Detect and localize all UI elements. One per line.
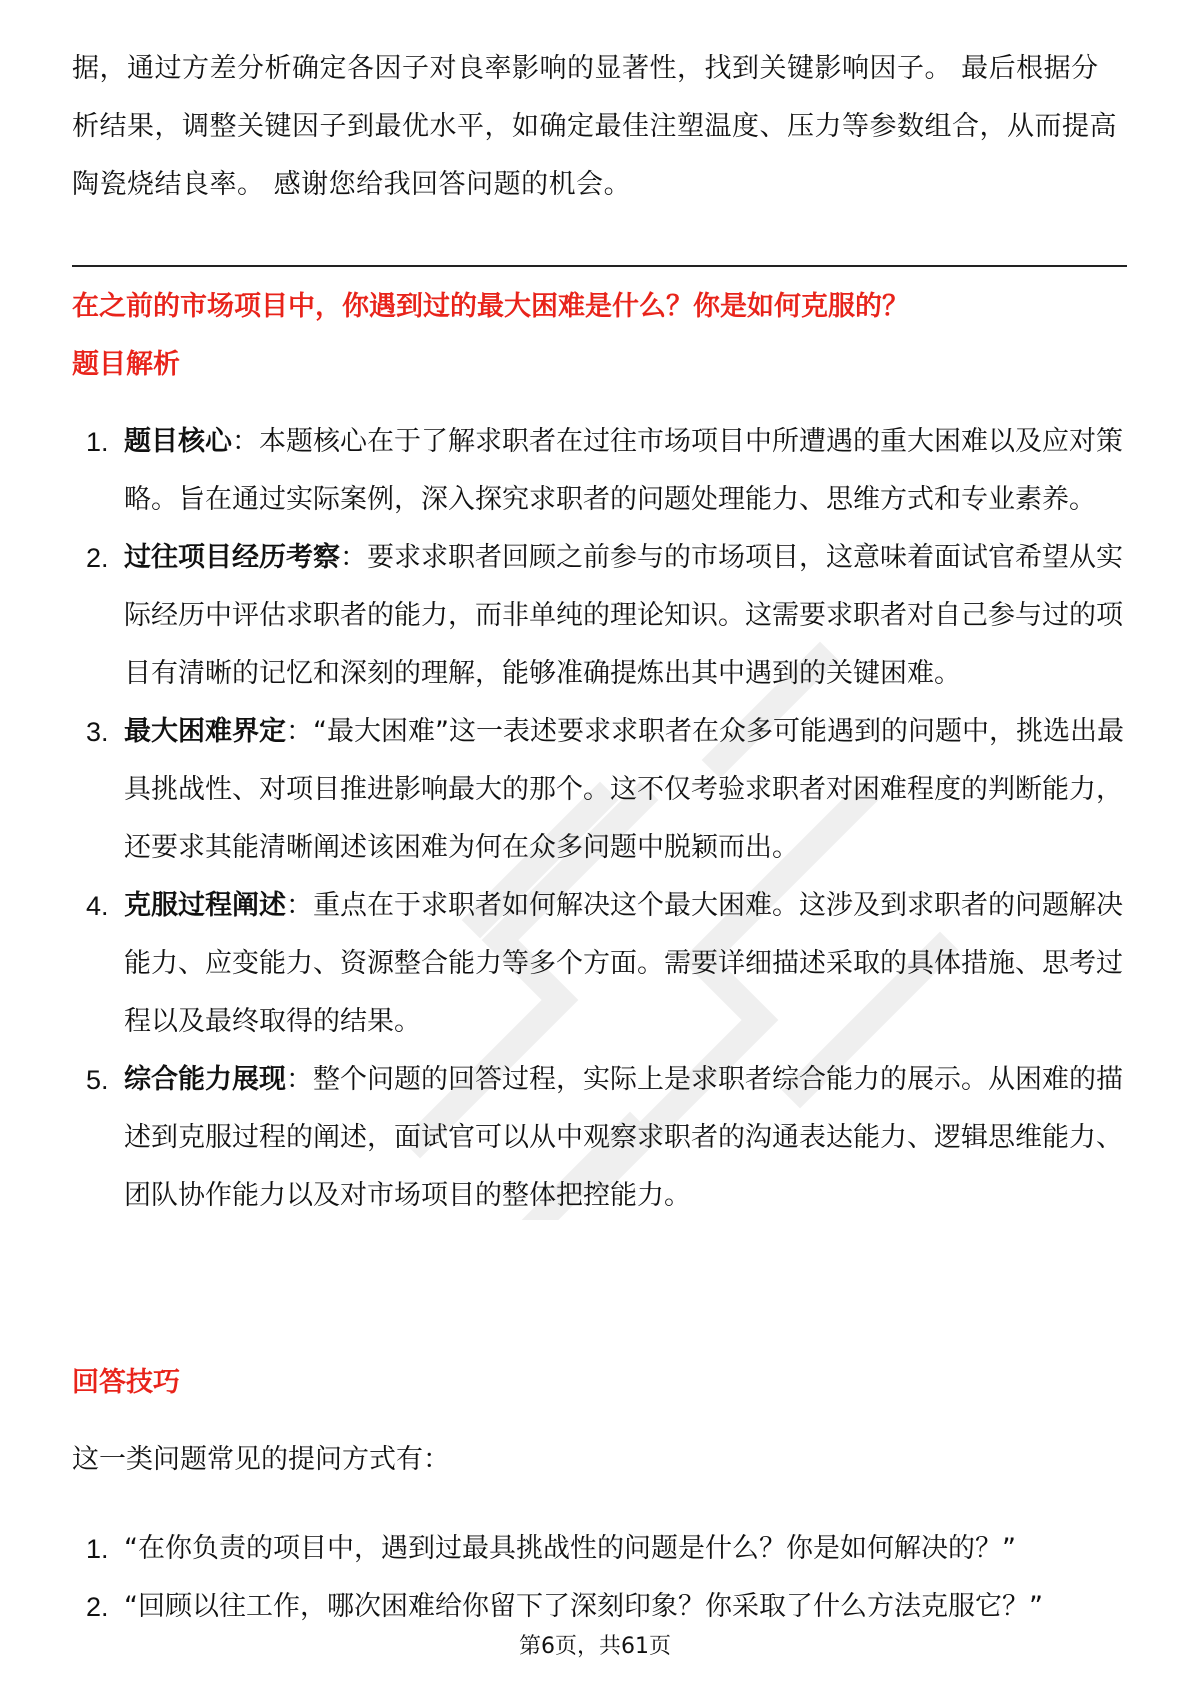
- analysis-list: [72, 413, 1132, 1225]
- list-text: ：重点在于求职者如何解决这个最大困难。这涉及到求职者的问题解决能力、应变能力、资源整合能力等多个方面。需要详细描述采取的具体措施、思考过程以及最终取得的结果。: [124, 890, 1123, 1037]
- list-term: 题目核心: [124, 426, 232, 457]
- question-title: 在之前的市场项目中，你遇到过的最大困难是什么？你是如何克服的？: [72, 291, 909, 322]
- list-number: 1.: [86, 1534, 109, 1564]
- list-text: ：要求求职者回顾之前参与的市场项目，这意味着面试官希望从实际经历中评估求职者的能力，而非单纯的理论知识。这需要求职者对自己参与过的项目有清晰的记忆和深刻的理解，能够准确提炼出其中遇到的关键困难。: [124, 542, 1123, 689]
- list-number: 3.: [86, 717, 109, 747]
- list-text: ：“最大困难”这一表述要求求职者在众多可能遇到的问题中，挑选出最具挑战性、对项目推进影响最大的那个。这不仅考验求职者对困难程度的判断能力，还要求其能清晰阐述该困难为何在众多问题中脱颖而出。: [124, 716, 1124, 863]
- list-item: [72, 1051, 1132, 1225]
- list-term: 综合能力展现: [124, 1064, 286, 1095]
- list-number: 1.: [86, 427, 109, 457]
- list-number: 2.: [86, 1592, 109, 1622]
- examples-list: [72, 1520, 1132, 1636]
- list-item: [72, 413, 1132, 529]
- list-term: 克服过程阐述: [124, 890, 286, 921]
- list-item: [72, 529, 1132, 703]
- tips-heading: 回答技巧: [72, 1367, 180, 1398]
- tips-intro: 这一类问题常见的提问方式有：: [72, 1444, 450, 1475]
- analysis-heading: 题目解析: [72, 349, 180, 380]
- continuation-paragraph: 据，通过方差分析确定各因子对良率影响的显著性，找到关键影响因子。 最后根据分析结果，调整关键因子到最优水平，如确定最佳注塑温度、压力等参数组合，从而提高陶瓷烧结良率。 感谢您给我回答问题的机会。: [72, 53, 1117, 200]
- list-number: 4.: [86, 891, 109, 921]
- list-item: [72, 1520, 1132, 1578]
- list-item: [72, 1578, 1132, 1636]
- list-item: [72, 703, 1132, 877]
- section-divider: [72, 265, 1127, 267]
- list-item: [72, 877, 1132, 1051]
- example-question: “回顾以往工作，哪次困难给你留下了深刻印象？你采取了什么方法克服它？”: [124, 1591, 1043, 1622]
- list-number: 2.: [86, 543, 109, 573]
- list-term: 过往项目经历考察: [124, 542, 340, 573]
- list-text: ：整个问题的回答过程，实际上是求职者综合能力的展示。从困难的描述到克服过程的阐述，面试官可以从中观察求职者的沟通表达能力、逻辑思维能力、团队协作能力以及对市场项目的整体把控能力。: [124, 1064, 1123, 1211]
- example-question: “在你负责的项目中，遇到过最具挑战性的问题是什么？你是如何解决的？”: [124, 1533, 1016, 1564]
- list-number: 5.: [86, 1065, 109, 1095]
- list-term: 最大困难界定: [124, 716, 286, 747]
- page-number: 第6页，共61页: [519, 1634, 671, 1659]
- list-text: ：本题核心在于了解求职者在过往市场项目中所遭遇的重大困难以及应对策略。旨在通过实际案例，深入探究求职者的问题处理能力、思维方式和专业素养。: [124, 426, 1123, 515]
